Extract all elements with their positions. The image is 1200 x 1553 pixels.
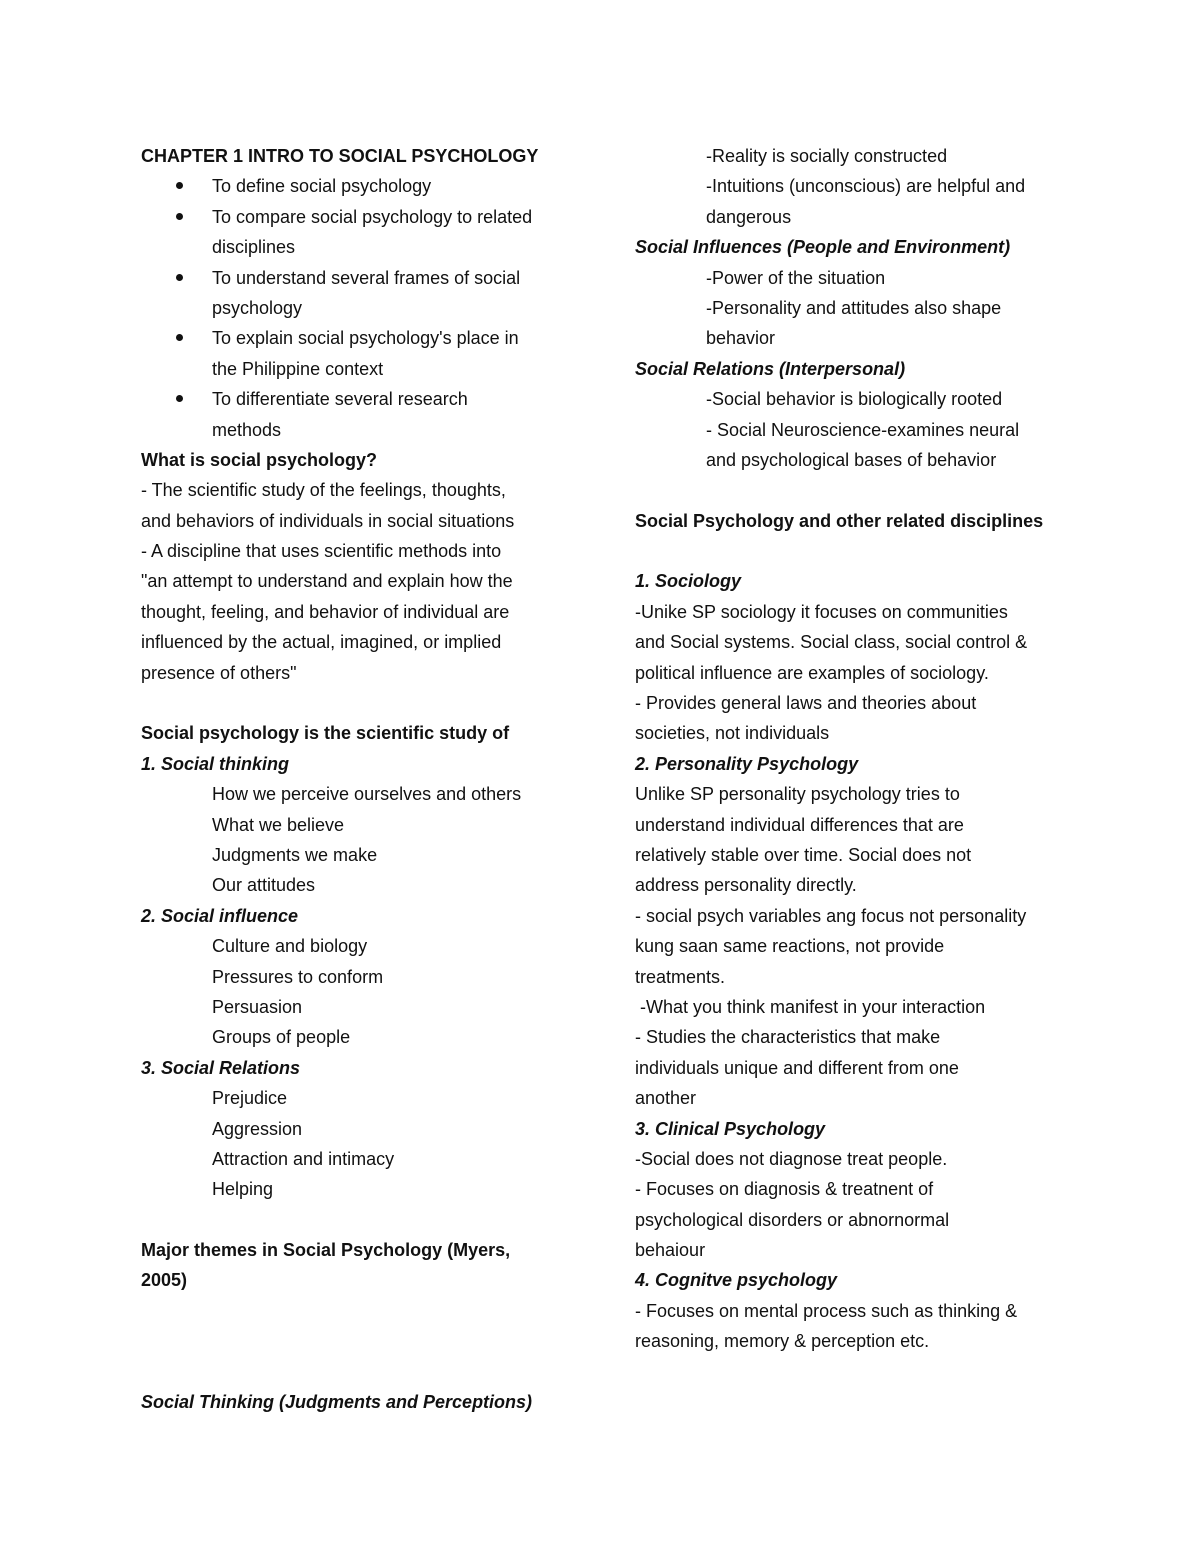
- theme-point: -Personality and attitudes also shape: [706, 297, 1002, 318]
- right-column: [635, 141, 1065, 1357]
- spacer: [141, 688, 571, 718]
- bullet-icon: [176, 274, 183, 281]
- chapter-title: CHAPTER 1 INTRO TO SOCIAL PSYCHOLOGY: [141, 146, 539, 166]
- section-heading-study-of: Social psychology is the scientific study of: [141, 723, 510, 744]
- body-line: Unlike SP personality psychology tries to: [635, 784, 960, 805]
- list-item: Aggression: [212, 1118, 303, 1139]
- objective-item: [141, 171, 571, 201]
- objective-line: psychology: [212, 297, 303, 318]
- objective-line: To explain social psychology's place in: [212, 328, 519, 349]
- theme-point: -Reality is socially constructed: [706, 146, 948, 166]
- subheading-clinical: 3. Clinical Psychology: [635, 1118, 826, 1139]
- spacer: [141, 1205, 571, 1235]
- list-item: Culture and biology: [212, 936, 368, 957]
- body-line: - Studies the characteristics that make: [635, 1027, 941, 1048]
- body-line: behaiour: [635, 1240, 706, 1261]
- list-item: Groups of people: [212, 1027, 351, 1048]
- body-line: reasoning, memory & perception etc.: [635, 1331, 930, 1352]
- objective-line: To understand several frames of social: [212, 267, 521, 288]
- theme-point: -Social behavior is biologically rooted: [706, 389, 1003, 410]
- section-heading-major-themes: 2005): [141, 1270, 188, 1291]
- subheading-sociology: 1. Sociology: [635, 571, 742, 592]
- definition-line: - A discipline that uses scientific methods into: [141, 541, 502, 562]
- objective-item: [141, 263, 571, 324]
- subheading-social-relations: 3. Social Relations: [141, 1057, 301, 1078]
- objective-item: [141, 384, 571, 445]
- theme-heading-social-thinking: Social Thinking (Judgments and Perceptions): [141, 1392, 533, 1413]
- definition-line: - The scientific study of the feelings, thoughts,: [141, 480, 506, 501]
- objective-item: [141, 323, 571, 384]
- body-line: - Focuses on diagnosis & treatnent of: [635, 1179, 934, 1200]
- definition-line: and behaviors of individuals in social situations: [141, 510, 515, 531]
- theme-heading-social-relations: Social Relations (Interpersonal): [635, 358, 906, 379]
- body-line: -Unike SP sociology it focuses on communities: [635, 601, 1008, 622]
- theme-point: -Power of the situation: [706, 267, 886, 288]
- definition-line: thought, feeling, and behavior of individual are: [141, 601, 510, 622]
- list-item: Attraction and intimacy: [212, 1148, 395, 1169]
- section-heading-major-themes: Major themes in Social Psychology (Myers,: [141, 1240, 511, 1261]
- list-item: Helping: [212, 1179, 274, 1200]
- body-line: - social psych variables ang focus not personality: [635, 905, 1027, 926]
- objective-line: To differentiate several research: [212, 389, 468, 410]
- spacer: [141, 1296, 571, 1357]
- body-line: - Focuses on mental process such as thinking &: [635, 1300, 1018, 1321]
- subheading-social-influence: 2. Social influence: [141, 905, 299, 926]
- definition-line: presence of others": [141, 662, 297, 683]
- section-heading-what-is: What is social psychology?: [141, 449, 378, 470]
- body-line: individuals unique and different from one: [635, 1057, 959, 1078]
- theme-point: and psychological bases of behavior: [706, 449, 997, 470]
- list-item: What we believe: [212, 814, 345, 835]
- subheading-cognitive: 4. Cognitve psychology: [635, 1270, 838, 1291]
- list-item: Pressures to conform: [212, 966, 384, 987]
- list-item: Persuasion: [212, 996, 303, 1017]
- objective-item: [141, 202, 571, 263]
- bullet-icon: [176, 182, 183, 189]
- list-item: Judgments we make: [212, 844, 378, 865]
- body-line: another: [635, 1088, 697, 1109]
- body-line: political influence are examples of sociology.: [635, 662, 989, 683]
- theme-heading-social-influences: Social Influences (People and Environment): [635, 237, 1011, 258]
- body-line: understand individual differences that are: [635, 814, 964, 835]
- bullet-icon: [176, 213, 183, 220]
- body-line: - Provides general laws and theories about: [635, 693, 977, 714]
- body-line: psychological disorders or abnornormal: [635, 1209, 950, 1230]
- spacer: [141, 1357, 571, 1387]
- objective-line: the Philippine context: [212, 358, 384, 379]
- objective-line: methods: [212, 419, 282, 440]
- body-line: relatively stable over time. Social does not: [635, 844, 972, 865]
- body-line: and Social systems. Social class, social control &: [635, 632, 1028, 653]
- body-line: societies, not individuals: [635, 723, 830, 744]
- theme-point: -Intuitions (unconscious) are helpful and: [706, 176, 1026, 197]
- list-item: How we perceive ourselves and others: [212, 784, 522, 805]
- definition-line: influenced by the actual, imagined, or implied: [141, 632, 502, 653]
- list-item: Our attitudes: [212, 875, 316, 896]
- list-item: Prejudice: [212, 1088, 288, 1109]
- theme-point: dangerous: [706, 206, 792, 227]
- objective-line: To define social psychology: [212, 176, 432, 197]
- body-line: -Social does not diagnose treat people.: [635, 1148, 948, 1169]
- subheading-social-thinking: 1. Social thinking: [141, 753, 290, 774]
- theme-point: - Social Neuroscience-examines neural: [706, 419, 1020, 440]
- theme-point: behavior: [706, 328, 776, 349]
- definition-line: "an attempt to understand and explain how the: [141, 571, 513, 592]
- spacer: [635, 536, 1065, 566]
- bullet-icon: [176, 334, 183, 341]
- bullet-icon: [176, 395, 183, 402]
- body-line: -What you think manifest in your interaction: [635, 996, 986, 1017]
- body-line: kung saan same reactions, not provide: [635, 936, 945, 957]
- left-column: [141, 141, 571, 1417]
- body-line: treatments.: [635, 966, 726, 987]
- spacer: [635, 475, 1065, 505]
- body-line: address personality directly.: [635, 875, 857, 896]
- objective-line: To compare social psychology to related: [212, 206, 533, 227]
- objective-line: disciplines: [212, 237, 296, 258]
- section-heading-disciplines: Social Psychology and other related disciplines: [635, 510, 1044, 531]
- subheading-personality: 2. Personality Psychology: [635, 753, 859, 774]
